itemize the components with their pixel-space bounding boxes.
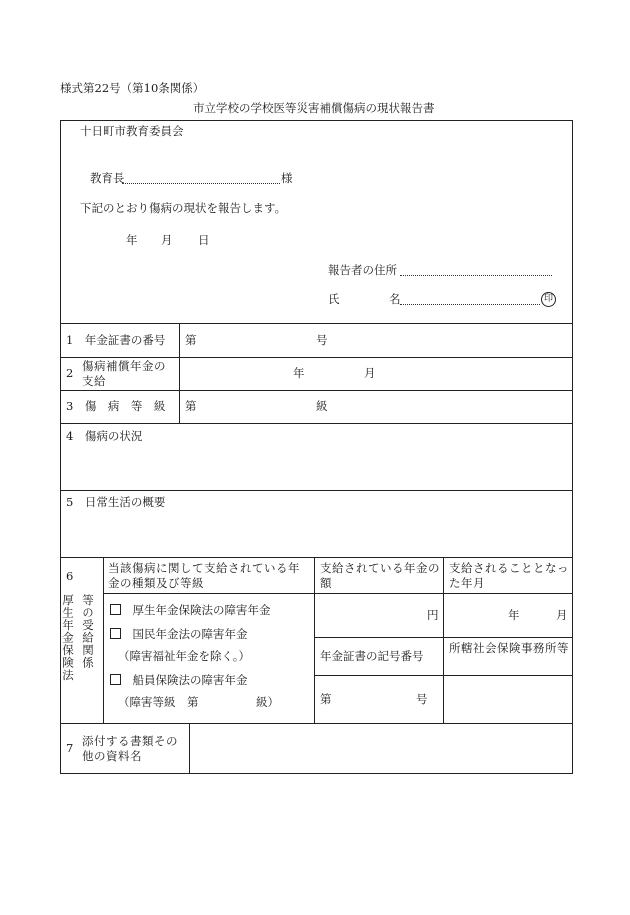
row1-suffix: 号 (316, 333, 328, 347)
office-label: 所轄社会保険事務所等 (449, 641, 569, 655)
row7-label: 添付する書類その他の資料名 (82, 734, 178, 763)
row-line-7 (60, 723, 573, 724)
row3-prefix: 第 (185, 399, 197, 413)
sec6-mid-line-1 (314, 637, 573, 638)
frame-bottom (60, 773, 573, 774)
name-label-1: 氏 (328, 292, 340, 306)
sec6-vertical-label-1: 厚生年金保険法 (61, 594, 75, 682)
sec6-col-c (443, 557, 444, 723)
sec6-vertical-label-2: 等の受給関係 (81, 594, 95, 669)
row7-divider (189, 723, 190, 773)
seal-mark: 印 (541, 292, 556, 307)
col-divider-r1-3 (179, 323, 180, 423)
checkbox-icon[interactable] (110, 604, 121, 615)
date-day: 日 (198, 233, 210, 247)
cert-prefix: 第 (320, 692, 332, 706)
sec6-option-2[interactable] (110, 628, 248, 641)
option-3-label: 船員保険法の障害年金 (132, 673, 248, 687)
option-2-label: 国民年金法の障害年金 (132, 627, 248, 641)
name-label-2: 名 (389, 292, 401, 306)
option-1-label: 厚生年金保険法の障害年金 (132, 603, 271, 617)
row-line-6 (60, 557, 573, 558)
sec6-col-b (314, 557, 315, 723)
row5-label: 5 日常生活の概要 (66, 495, 166, 509)
row2-num: 2 (66, 366, 74, 380)
sec6-header-line (103, 593, 573, 594)
sec6-option-1[interactable] (110, 604, 271, 617)
sec6-option-2-note: （障害福祉年金を除く。） (118, 649, 251, 663)
page-title: 市立学校の学校医等災害補償傷病の現状報告書 (193, 101, 435, 115)
payment-month: 月 (556, 608, 568, 622)
sec6-option-3-note: （障害等級 第 級） (118, 695, 279, 709)
reporter-address-line[interactable] (400, 275, 552, 276)
addressee-org: 十日町市教育委員会 (80, 124, 184, 138)
row-line-1 (60, 323, 573, 324)
reporter-name-line[interactable] (400, 304, 540, 305)
sec6-option-3[interactable] (110, 674, 248, 687)
row2-label: 傷病補償年金の支給 (82, 359, 166, 388)
payment-year: 年 (508, 608, 520, 622)
row-line-4 (60, 423, 573, 424)
row3-label: 3 傷 病 等 級 (66, 399, 166, 413)
row3-suffix: 級 (316, 399, 328, 413)
date-month: 月 (161, 233, 173, 247)
amount-unit: 円 (427, 608, 439, 622)
sec6-mid-line-2 (314, 675, 573, 676)
sec6-num: 6 (66, 569, 74, 583)
row1-prefix: 第 (185, 333, 197, 347)
statement: 下記のとおり傷病の現状を報告します。 (80, 201, 287, 215)
row4-label: 4 傷病の状況 (66, 429, 143, 443)
honorific: 様 (281, 171, 293, 185)
row-line-5 (60, 490, 573, 491)
form-number: 様式第22号（第10条関係） (60, 81, 205, 95)
addressee-title: 教育長 (90, 171, 125, 185)
row1-label: 1 年金証書の番号 (66, 333, 166, 347)
sec6-col2-header: 支給されている年金の額 (320, 561, 440, 590)
reporter-address-label: 報告者の住所 (328, 263, 397, 277)
addressee-name-line[interactable] (122, 183, 280, 184)
row2-year: 年 (293, 366, 305, 380)
sec6-col-a (103, 557, 104, 723)
cert-symbol-label: 年金証書の記号番号 (320, 649, 424, 663)
date-year: 年 (126, 233, 138, 247)
sec6-col1-header: 当該傷病に関して支給されている年金の種類及び等級 (108, 561, 300, 590)
frame-top (60, 120, 573, 121)
checkbox-icon[interactable] (110, 674, 121, 685)
sec6-col3-header: 支給されることとなった年月 (449, 561, 569, 590)
cert-suffix: 号 (416, 692, 428, 706)
row-line-2 (60, 357, 573, 358)
row7-num: 7 (66, 741, 74, 755)
checkbox-icon[interactable] (110, 628, 121, 639)
row2-month: 月 (364, 366, 376, 380)
row-line-3 (60, 390, 573, 391)
